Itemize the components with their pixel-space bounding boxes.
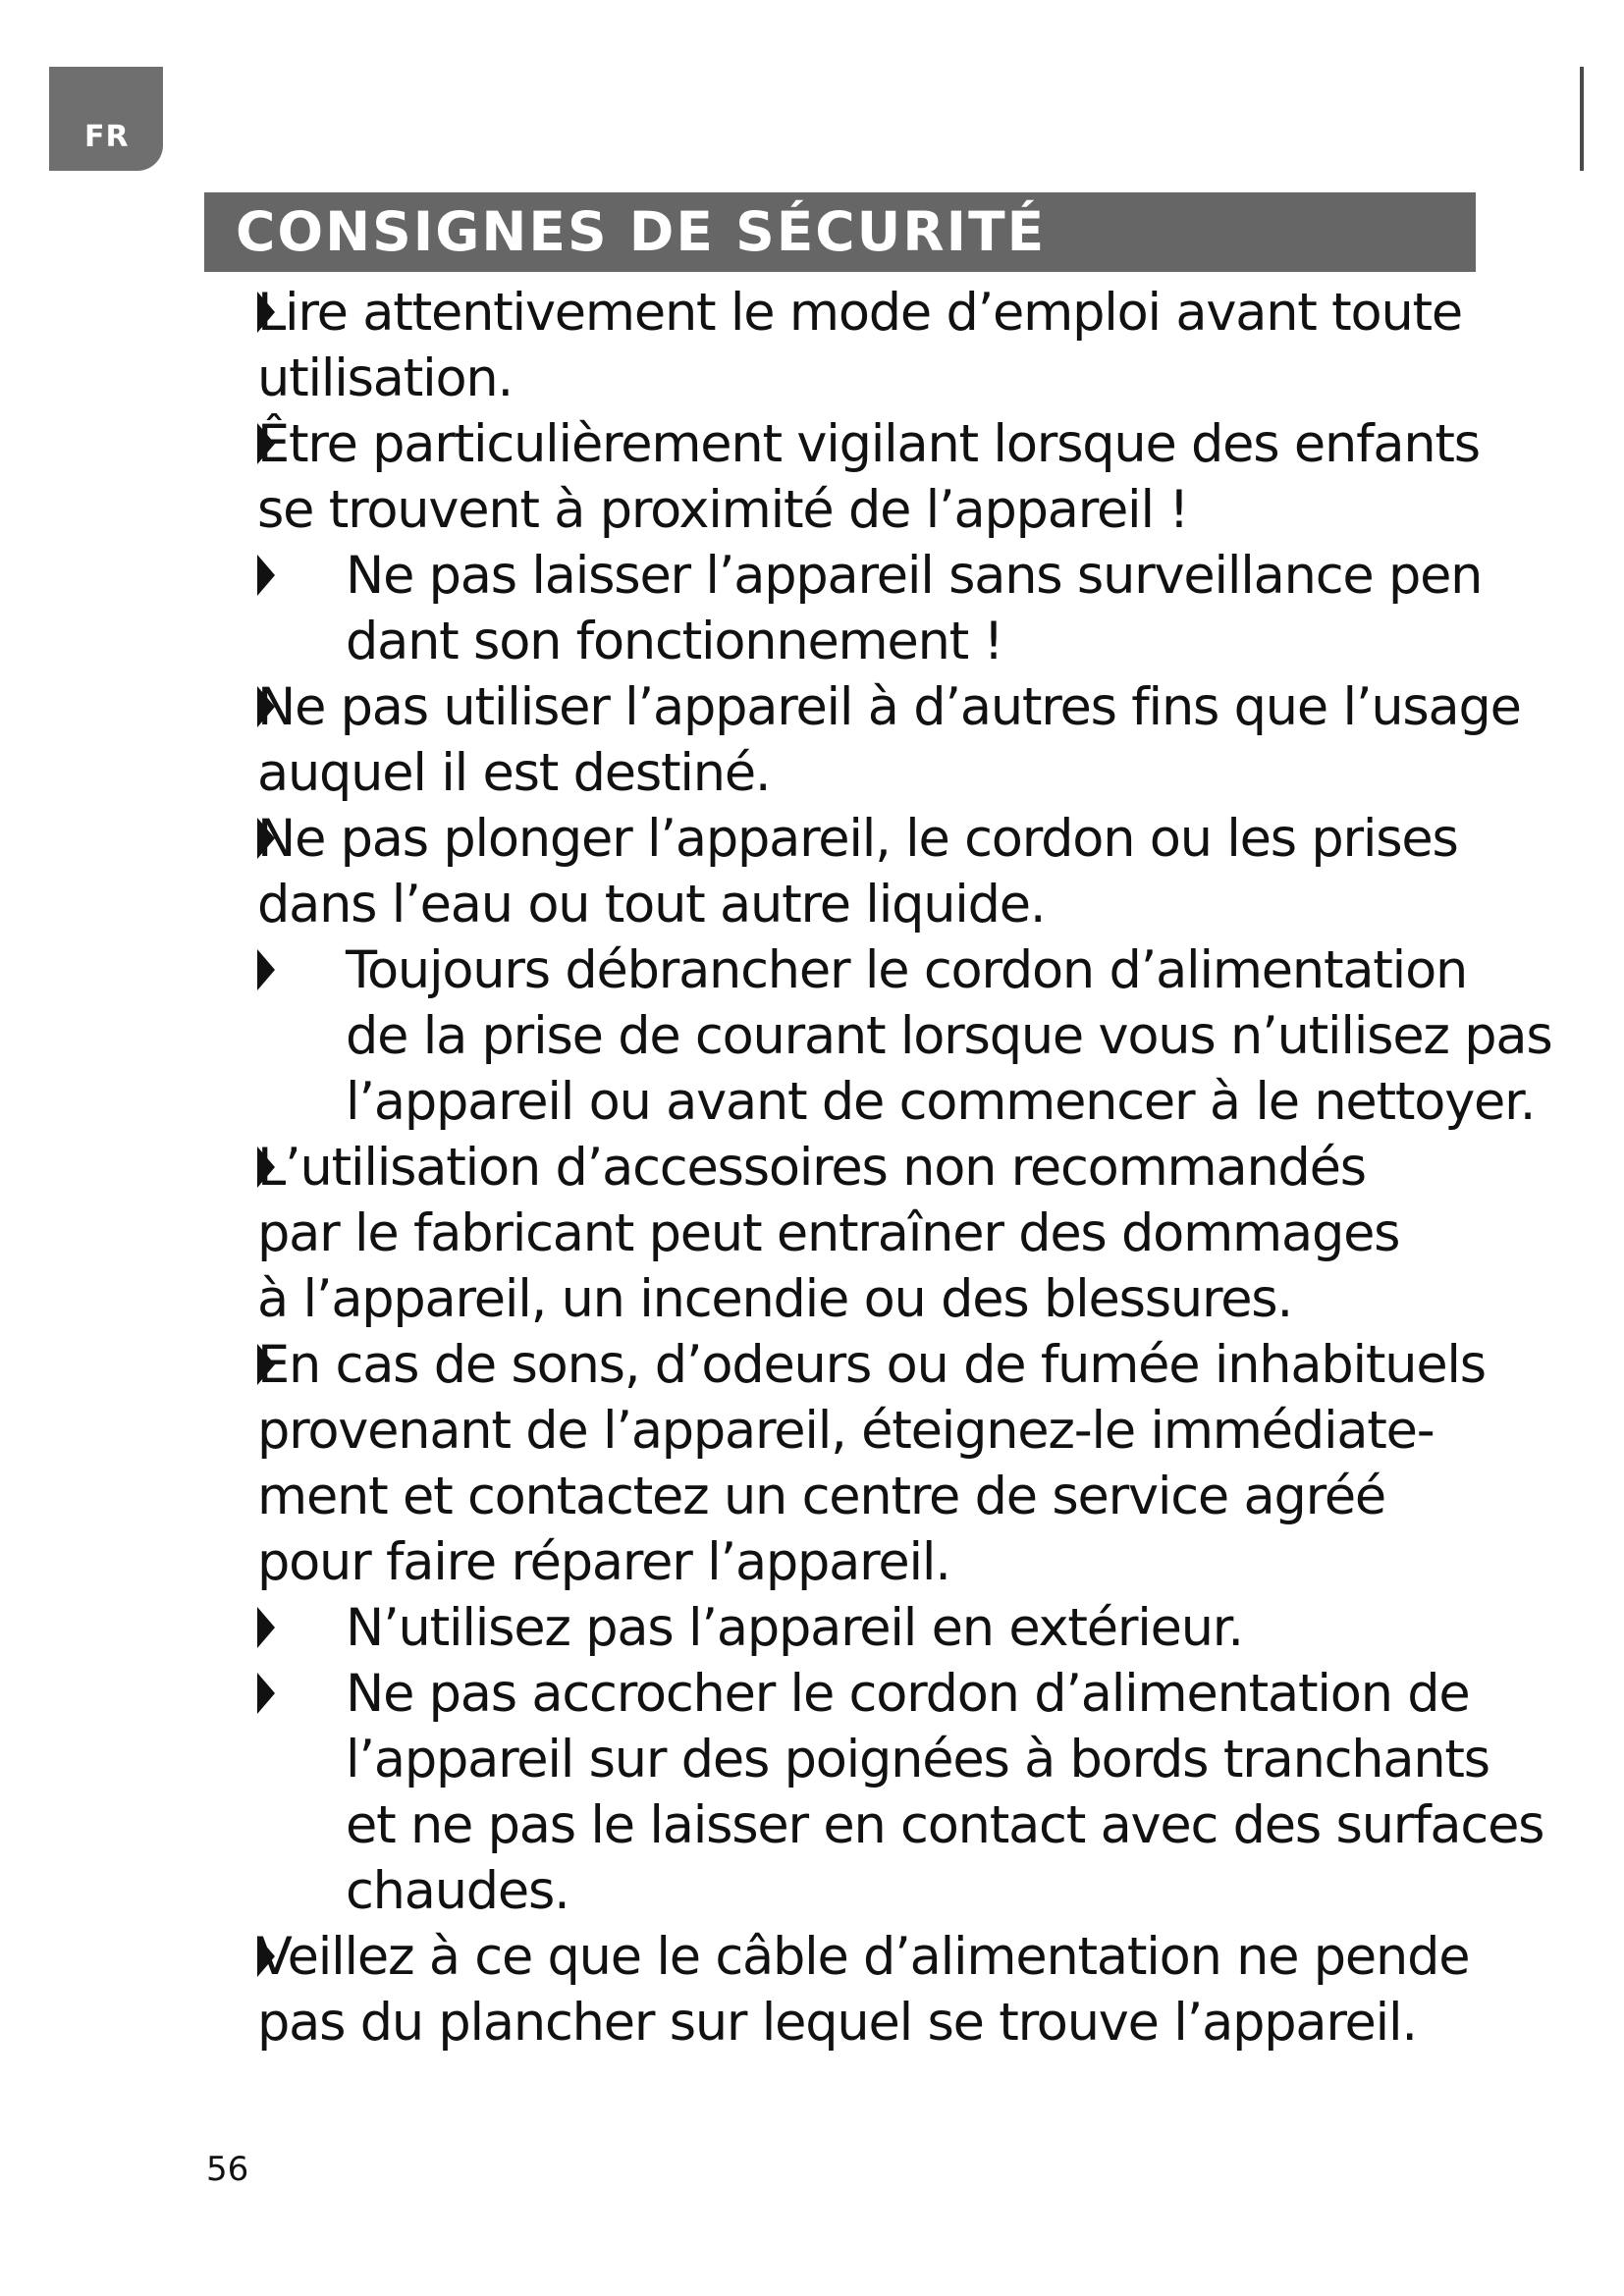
bullet-icon	[257, 818, 275, 859]
list-item-line: dant son fonctionnement !	[346, 612, 1003, 671]
bullet-icon	[257, 1673, 275, 1714]
list-item-line: Lire attentivement le mode d’emploi avant toute	[257, 283, 1463, 343]
list-item-line: et ne pas le laisser en contact avec des surfaces	[346, 1795, 1544, 1855]
bullet-icon	[257, 1607, 275, 1648]
list-item-text	[257, 1135, 1399, 1332]
bullet-icon	[257, 292, 275, 333]
list-item-line: provenant de l’appareil, éteignez-le immédiate-	[257, 1401, 1435, 1461]
list-item	[257, 674, 1602, 806]
list-item	[257, 280, 1602, 411]
list-item	[257, 1332, 1602, 1595]
language-tab: FR	[49, 67, 163, 171]
list-item-line: Ne pas accrocher le cordon d’alimentation de	[346, 1664, 1470, 1724]
list-item-line: ment et contactez un centre de service agréé	[257, 1467, 1386, 1526]
section-title: CONSIGNES DE SÉCURITÉ	[236, 200, 1047, 263]
list-item-text	[257, 411, 1480, 543]
list-item	[257, 1135, 1602, 1332]
bullet-icon	[257, 686, 275, 727]
list-item-text	[257, 1924, 1469, 2056]
list-item-line: Être particulièrement vigilant lorsque des enfants	[257, 414, 1480, 474]
list-item	[257, 1661, 1602, 1924]
list-item	[257, 411, 1602, 543]
page-number: 56	[206, 2150, 249, 2189]
list-item-line: l’appareil ou avant de commencer à le nettoyer.	[346, 1072, 1536, 1132]
list-item	[257, 1924, 1602, 2056]
list-item-text	[257, 280, 1462, 411]
list-item-line: Ne pas utiliser l’appareil à d’autres fins que l’usage	[257, 677, 1521, 737]
bullet-icon	[257, 1936, 275, 1977]
list-item-line: l’appareil sur des poignées à bords tranchants	[346, 1730, 1489, 1789]
bullet-icon	[257, 1147, 275, 1188]
list-item-line: pas du plancher sur lequel se trouve l’appareil.	[257, 1993, 1417, 2053]
list-item	[257, 543, 1602, 674]
safety-instructions-list	[257, 280, 1602, 2056]
list-item-text	[257, 543, 1482, 674]
list-item	[257, 806, 1602, 937]
list-item-line: utilisation.	[257, 348, 513, 408]
list-item-line: N’utilisez pas l’appareil en extérieur.	[346, 1598, 1243, 1658]
list-item-text	[257, 1595, 1243, 1661]
list-item-line: auquel il est destiné.	[257, 743, 771, 803]
section-title-bar	[204, 192, 1476, 272]
list-item-line: pour faire réparer l’appareil.	[257, 1532, 950, 1592]
list-item	[257, 937, 1602, 1135]
list-item-line: à l’appareil, un incendie ou des blessures.	[257, 1269, 1292, 1329]
list-item-text	[257, 937, 1552, 1135]
list-item-line: Ne pas plonger l’appareil, le cordon ou les prises	[257, 809, 1458, 869]
list-item-line: dans l’eau ou tout autre liquide.	[257, 875, 1046, 934]
list-item-line: par le fabricant peut entraîner des dommages	[257, 1203, 1400, 1263]
list-item	[257, 1595, 1602, 1661]
list-item-line: Veillez à ce que le câble d’alimentation ne pende	[257, 1927, 1470, 1987]
list-item-text	[257, 1661, 1543, 1924]
list-item-line: Toujours débrancher le cordon d’alimentation	[346, 940, 1468, 1000]
list-item-line: de la prise de courant lorsque vous n’utilisez pas	[346, 1006, 1552, 1066]
bullet-icon	[257, 423, 275, 464]
list-item-line: En cas de sons, d’odeurs ou de fumée inhabituels	[257, 1335, 1486, 1395]
list-item-text	[257, 1332, 1486, 1595]
bullet-icon	[257, 949, 275, 990]
list-item-line: L’utilisation d’accessoires non recommandés	[257, 1138, 1366, 1198]
list-item-line: Ne pas laisser l’appareil sans surveillance pen	[346, 546, 1483, 606]
bullet-icon	[257, 555, 275, 596]
margin-rule	[1580, 67, 1584, 171]
list-item-line: chaudes.	[346, 1861, 569, 1921]
list-item-line: se trouvent à proximité de l’appareil !	[257, 480, 1189, 540]
list-item-text	[257, 674, 1521, 806]
bullet-icon	[257, 1344, 275, 1385]
list-item-text	[257, 806, 1458, 937]
